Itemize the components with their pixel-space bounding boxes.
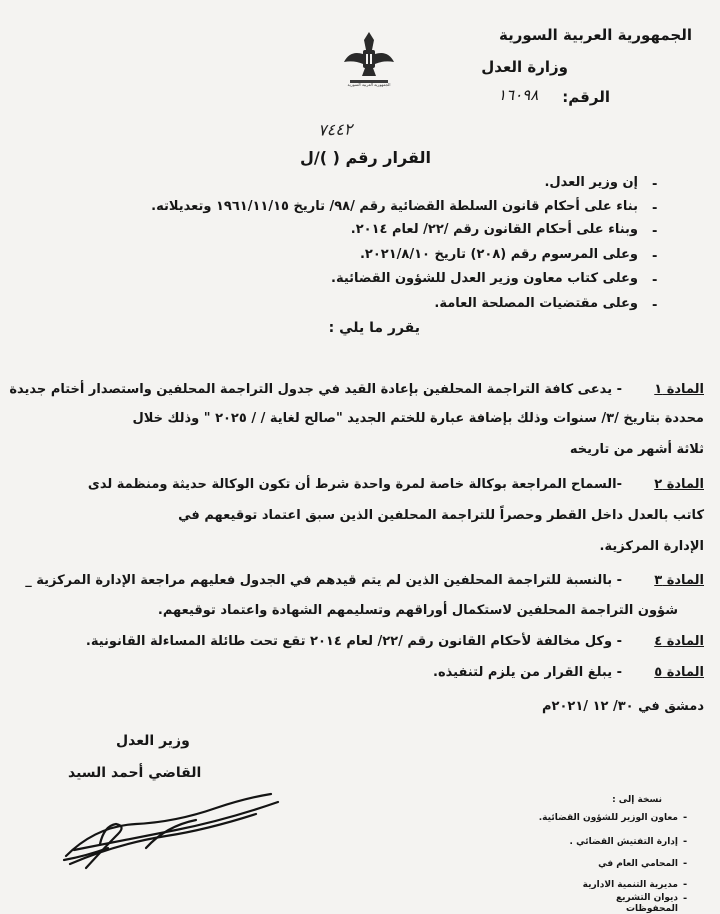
bullet-dash: - <box>683 836 688 847</box>
signatory-title: وزير العدل <box>116 733 190 749</box>
article-line: محددة بتاريخ /٣/ سنوات وذلك بإضافة عبارة للختم الجديد "صالح لغاية / / ٢٠٢٥ " وذلك خلال <box>132 411 704 426</box>
syrian-eagle-emblem <box>338 28 400 92</box>
bullet-dash: - <box>683 879 688 890</box>
article-line: كاتب بالعدل داخل القطر وحصراً للتراجمة المحلفين الذين سبق اعتماد توقيعهم في <box>178 508 704 523</box>
copy-recipient: إدارة التفتيش القضائي . <box>569 837 678 847</box>
article-line: -السماح المراجعة بوكالة خاصة لمرة واحدة شرط أن تكون الوكالة حديثة ومنظمة لدى <box>87 477 622 492</box>
country-name: الجمهورية العربية السورية <box>499 26 692 44</box>
date-line: دمشق في ٣٠/ ١٢ /٢٠٢١م <box>542 699 704 714</box>
handwritten-signature <box>56 786 286 876</box>
copy-recipient: مديرية التنمية الادارية <box>582 880 678 890</box>
bullet-dash: - <box>652 177 658 192</box>
article-label: المادة ٢ <box>654 477 704 492</box>
article-line: - بالنسبة للتراجمة المحلفين الذين لم يتم قيدهم في الجدول فعليهم مراجعة الإدارة المركزية _ <box>25 573 622 588</box>
copy-recipient: المحفوظات <box>625 904 678 914</box>
preamble-line: وعلى المرسوم رقم (٢٠٨) تاريخ ٢٠٢١/٨/١٠. <box>359 247 638 262</box>
preamble-line: وعلى كتاب معاون وزير العدل للشؤون القضائية. <box>331 271 638 286</box>
bullet-dash: - <box>683 812 688 823</box>
article-line: الإدارة المركزية. <box>599 539 704 554</box>
article-line: - وكل مخالفة لأحكام القانون رقم /٢٢/ لعام ٢٠١٤ تقع تحت طائلة المساءلة القانونية. <box>85 634 622 649</box>
article-label: المادة ٤ <box>654 634 704 649</box>
preamble-line: إن وزير العدل. <box>544 175 638 190</box>
copy-recipient: معاون الوزير للشؤون القضائية. <box>538 813 678 823</box>
bullet-dash: - <box>683 893 688 904</box>
reference-label: الرقم: <box>562 88 610 106</box>
copy-recipient: ديوان التشريع <box>616 893 678 903</box>
bullet-dash: - <box>683 858 688 869</box>
emblem-caption: الجمهورية العربية السورية <box>347 82 391 87</box>
bullet-dash: - <box>652 298 658 313</box>
copies-label: نسخة إلى : <box>612 795 662 805</box>
copy-recipient: المحامي العام في <box>598 859 678 869</box>
article-label: المادة ١ <box>654 382 704 397</box>
article-line: - يبلغ القرار من يلزم لتنفيذه. <box>433 665 622 680</box>
bullet-dash: - <box>652 273 658 288</box>
ministry-name: وزارة العدل <box>481 58 568 76</box>
handwritten-number: ٧٤٤٢ <box>317 119 353 140</box>
decree-title: القرار رقم ( )/ل <box>300 148 431 167</box>
article-line: شؤون التراجمة المحلفين لاستكمال أوراقهم وتسليمهم الشهادة واعتماد توقيعهم. <box>157 603 678 618</box>
preamble-line: بناء على أحكام قانون السلطة القضائية رقم /٩٨/ تاريخ ١٩٦١/١١/١٥ وتعديلاته. <box>151 199 638 214</box>
reference-number: ١٦٠٩٨ <box>498 86 539 104</box>
article-label: المادة ٣ <box>654 573 704 588</box>
article-line: ثلاثة أشهر من تاريخه <box>569 442 704 457</box>
preamble-line: وبناء على أحكام القانون رقم /٢٢/ لعام ٢٠١٤. <box>350 222 638 237</box>
bullet-dash: - <box>652 224 658 239</box>
bullet-dash: - <box>652 201 658 216</box>
preamble-line: وعلى مقتضيات المصلحة العامة. <box>434 296 638 311</box>
article-line: - يدعى كافة التراجمة المحلفين بإعادة القيد في جدول التراجمة المحلفين واستصدار أختام جديدة <box>9 382 622 397</box>
bullet-dash: - <box>652 249 658 264</box>
resolves-heading: يقرر ما يلي : <box>328 320 420 336</box>
signatory-name: القاضي أحمد السيد <box>68 765 202 781</box>
article-label: المادة ٥ <box>654 665 704 680</box>
